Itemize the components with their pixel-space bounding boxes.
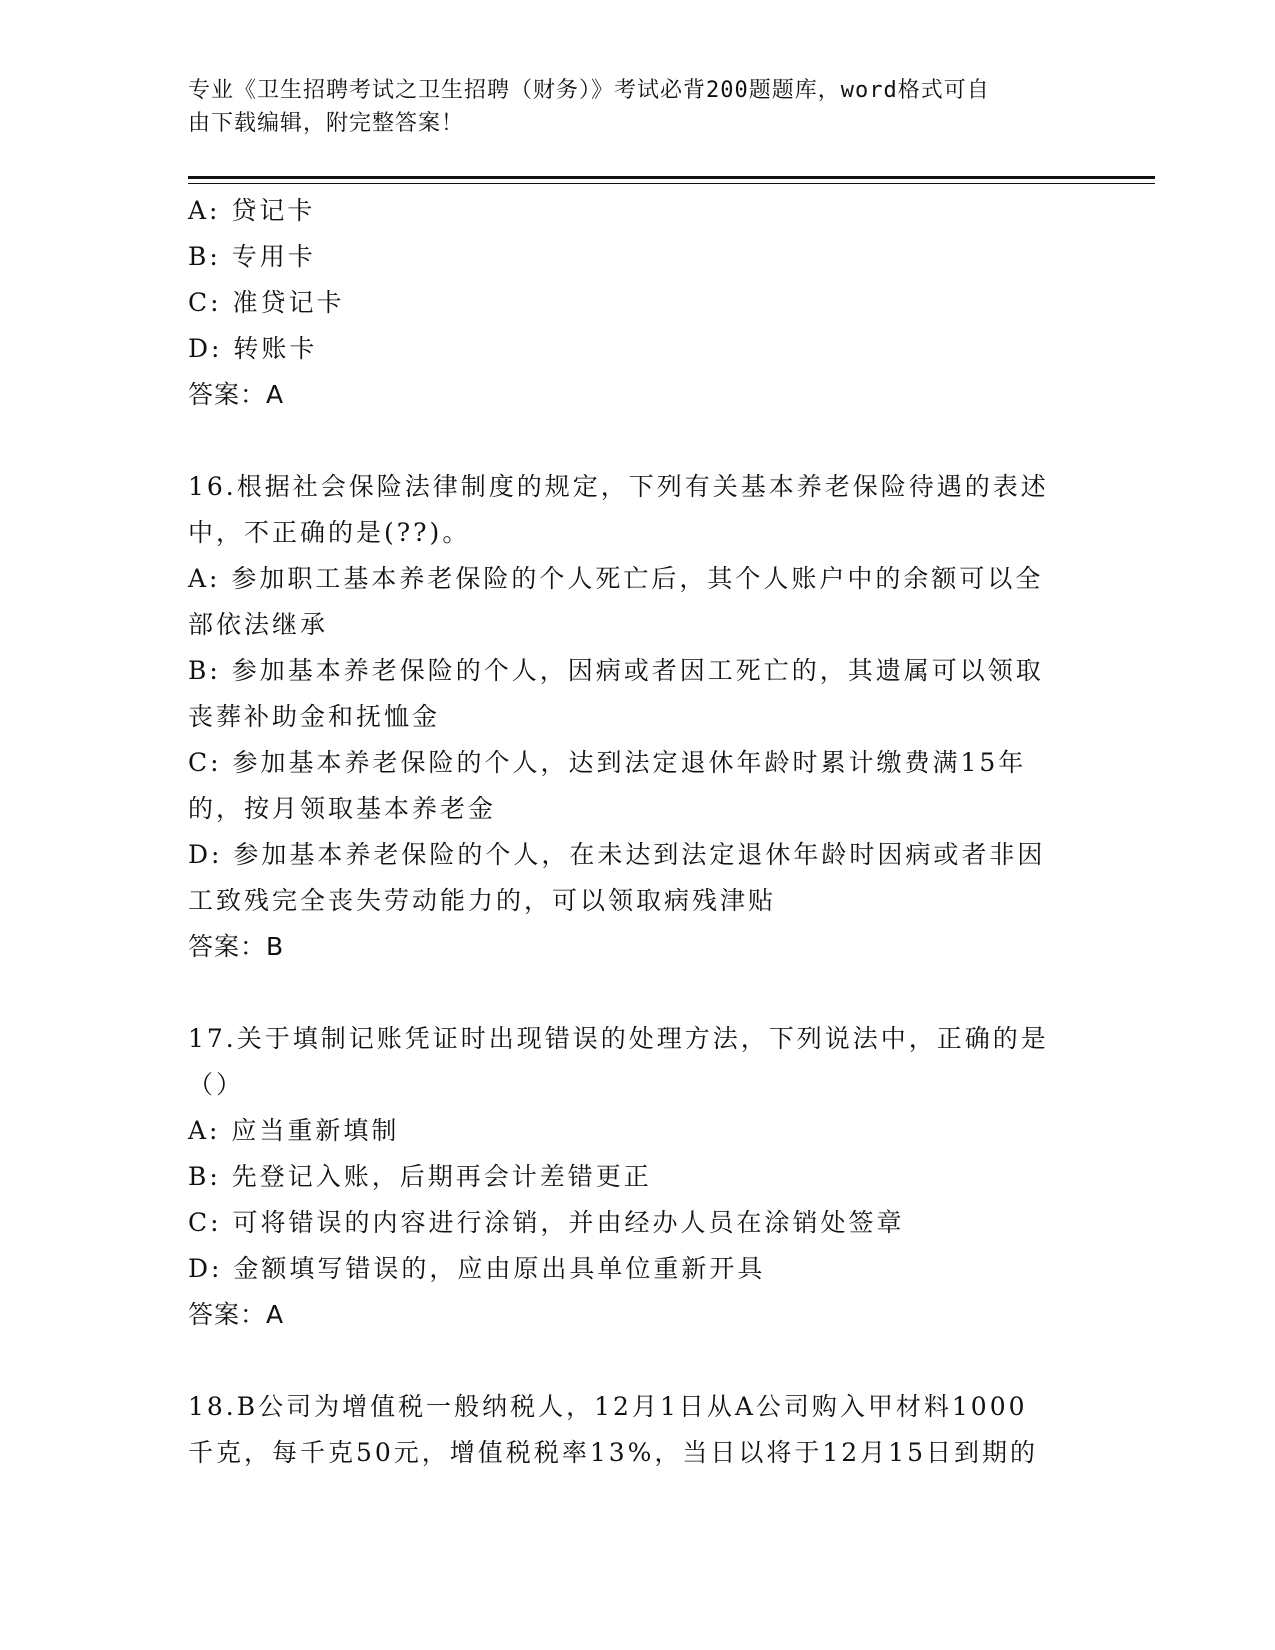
- q16-option-c-line-2: 的，按月领取基本养老金: [188, 794, 497, 823]
- q15-option-a: A: 贷记卡: [188, 196, 316, 225]
- header-divider-thin: [188, 183, 1155, 184]
- q16-option-a-line-2: 部依法继承: [188, 610, 329, 639]
- q16-option-b-line-2: 丧葬补助金和抚恤金: [188, 702, 441, 731]
- q15-option-b: B: 专用卡: [188, 242, 316, 271]
- q16-option-d-line-2: 工致残完全丧失劳动能力的，可以领取病残津贴: [188, 886, 777, 915]
- q15-answer: 答案：A: [188, 380, 285, 409]
- q17-option-d: D: 金额填写错误的，应由原出具单位重新开具: [188, 1254, 766, 1283]
- header-line-1: 专业《卫生招聘考试之卫生招聘（财务）》考试必背200题题库，word格式可自: [188, 78, 990, 103]
- q17-stem-line-1: 17.关于填制记账凭证时出现错误的处理方法，下列说法中，正确的是: [188, 1024, 1049, 1053]
- q16-option-b-line-1: B: 参加基本养老保险的个人，因病或者因工死亡的，其遗属可以领取: [188, 656, 1044, 685]
- spacer: [188, 970, 1088, 1016]
- header-divider-thick: [188, 176, 1155, 179]
- q17-stem-line-2: （）: [188, 1070, 245, 1099]
- question-content: [188, 188, 1088, 1476]
- q16-stem-line-2: 中，不正确的是(??)。: [188, 518, 471, 547]
- q16-option-c-line-1: C: 参加基本养老保险的个人，达到法定退休年龄时累计缴费满15年: [188, 748, 1027, 777]
- question-18-block: [188, 1384, 1088, 1476]
- q18-stem-line-1: 18.B公司为增值税一般纳税人，12月1日从A公司购入甲材料1000: [188, 1392, 1028, 1421]
- q17-option-c: C: 可将错误的内容进行涂销，并由经办人员在涂销处签章: [188, 1208, 905, 1237]
- q17-answer: 答案：A: [188, 1300, 285, 1329]
- q16-option-d-line-1: D: 参加基本养老保险的个人，在未达到法定退休年龄时因病或者非因: [188, 840, 1046, 869]
- spacer: [188, 1338, 1088, 1384]
- q16-stem-line-1: 16.根据社会保险法律制度的规定，下列有关基本养老保险待遇的表述: [188, 472, 1049, 501]
- q15-option-d: D: 转账卡: [188, 334, 318, 363]
- header-line-2: 由下载编辑，附完整答案！: [188, 111, 465, 136]
- question-17-block: [188, 1016, 1088, 1338]
- q16-option-a-line-1: A: 参加职工基本养老保险的个人死亡后，其个人账户中的余额可以全: [188, 564, 1044, 593]
- spacer: [188, 418, 1088, 464]
- q17-option-b: B: 先登记入账，后期再会计差错更正: [188, 1162, 652, 1191]
- q17-option-a: A: 应当重新填制: [188, 1116, 400, 1145]
- document-header: [188, 74, 1068, 140]
- question-15-block: [188, 188, 1088, 418]
- question-16-block: [188, 464, 1088, 970]
- q15-option-c: C: 准贷记卡: [188, 288, 345, 317]
- q16-answer: 答案：B: [188, 932, 285, 961]
- q18-stem-line-2: 千克，每千克50元，增值税税率13%，当日以将于12月15日到期的: [188, 1438, 1039, 1467]
